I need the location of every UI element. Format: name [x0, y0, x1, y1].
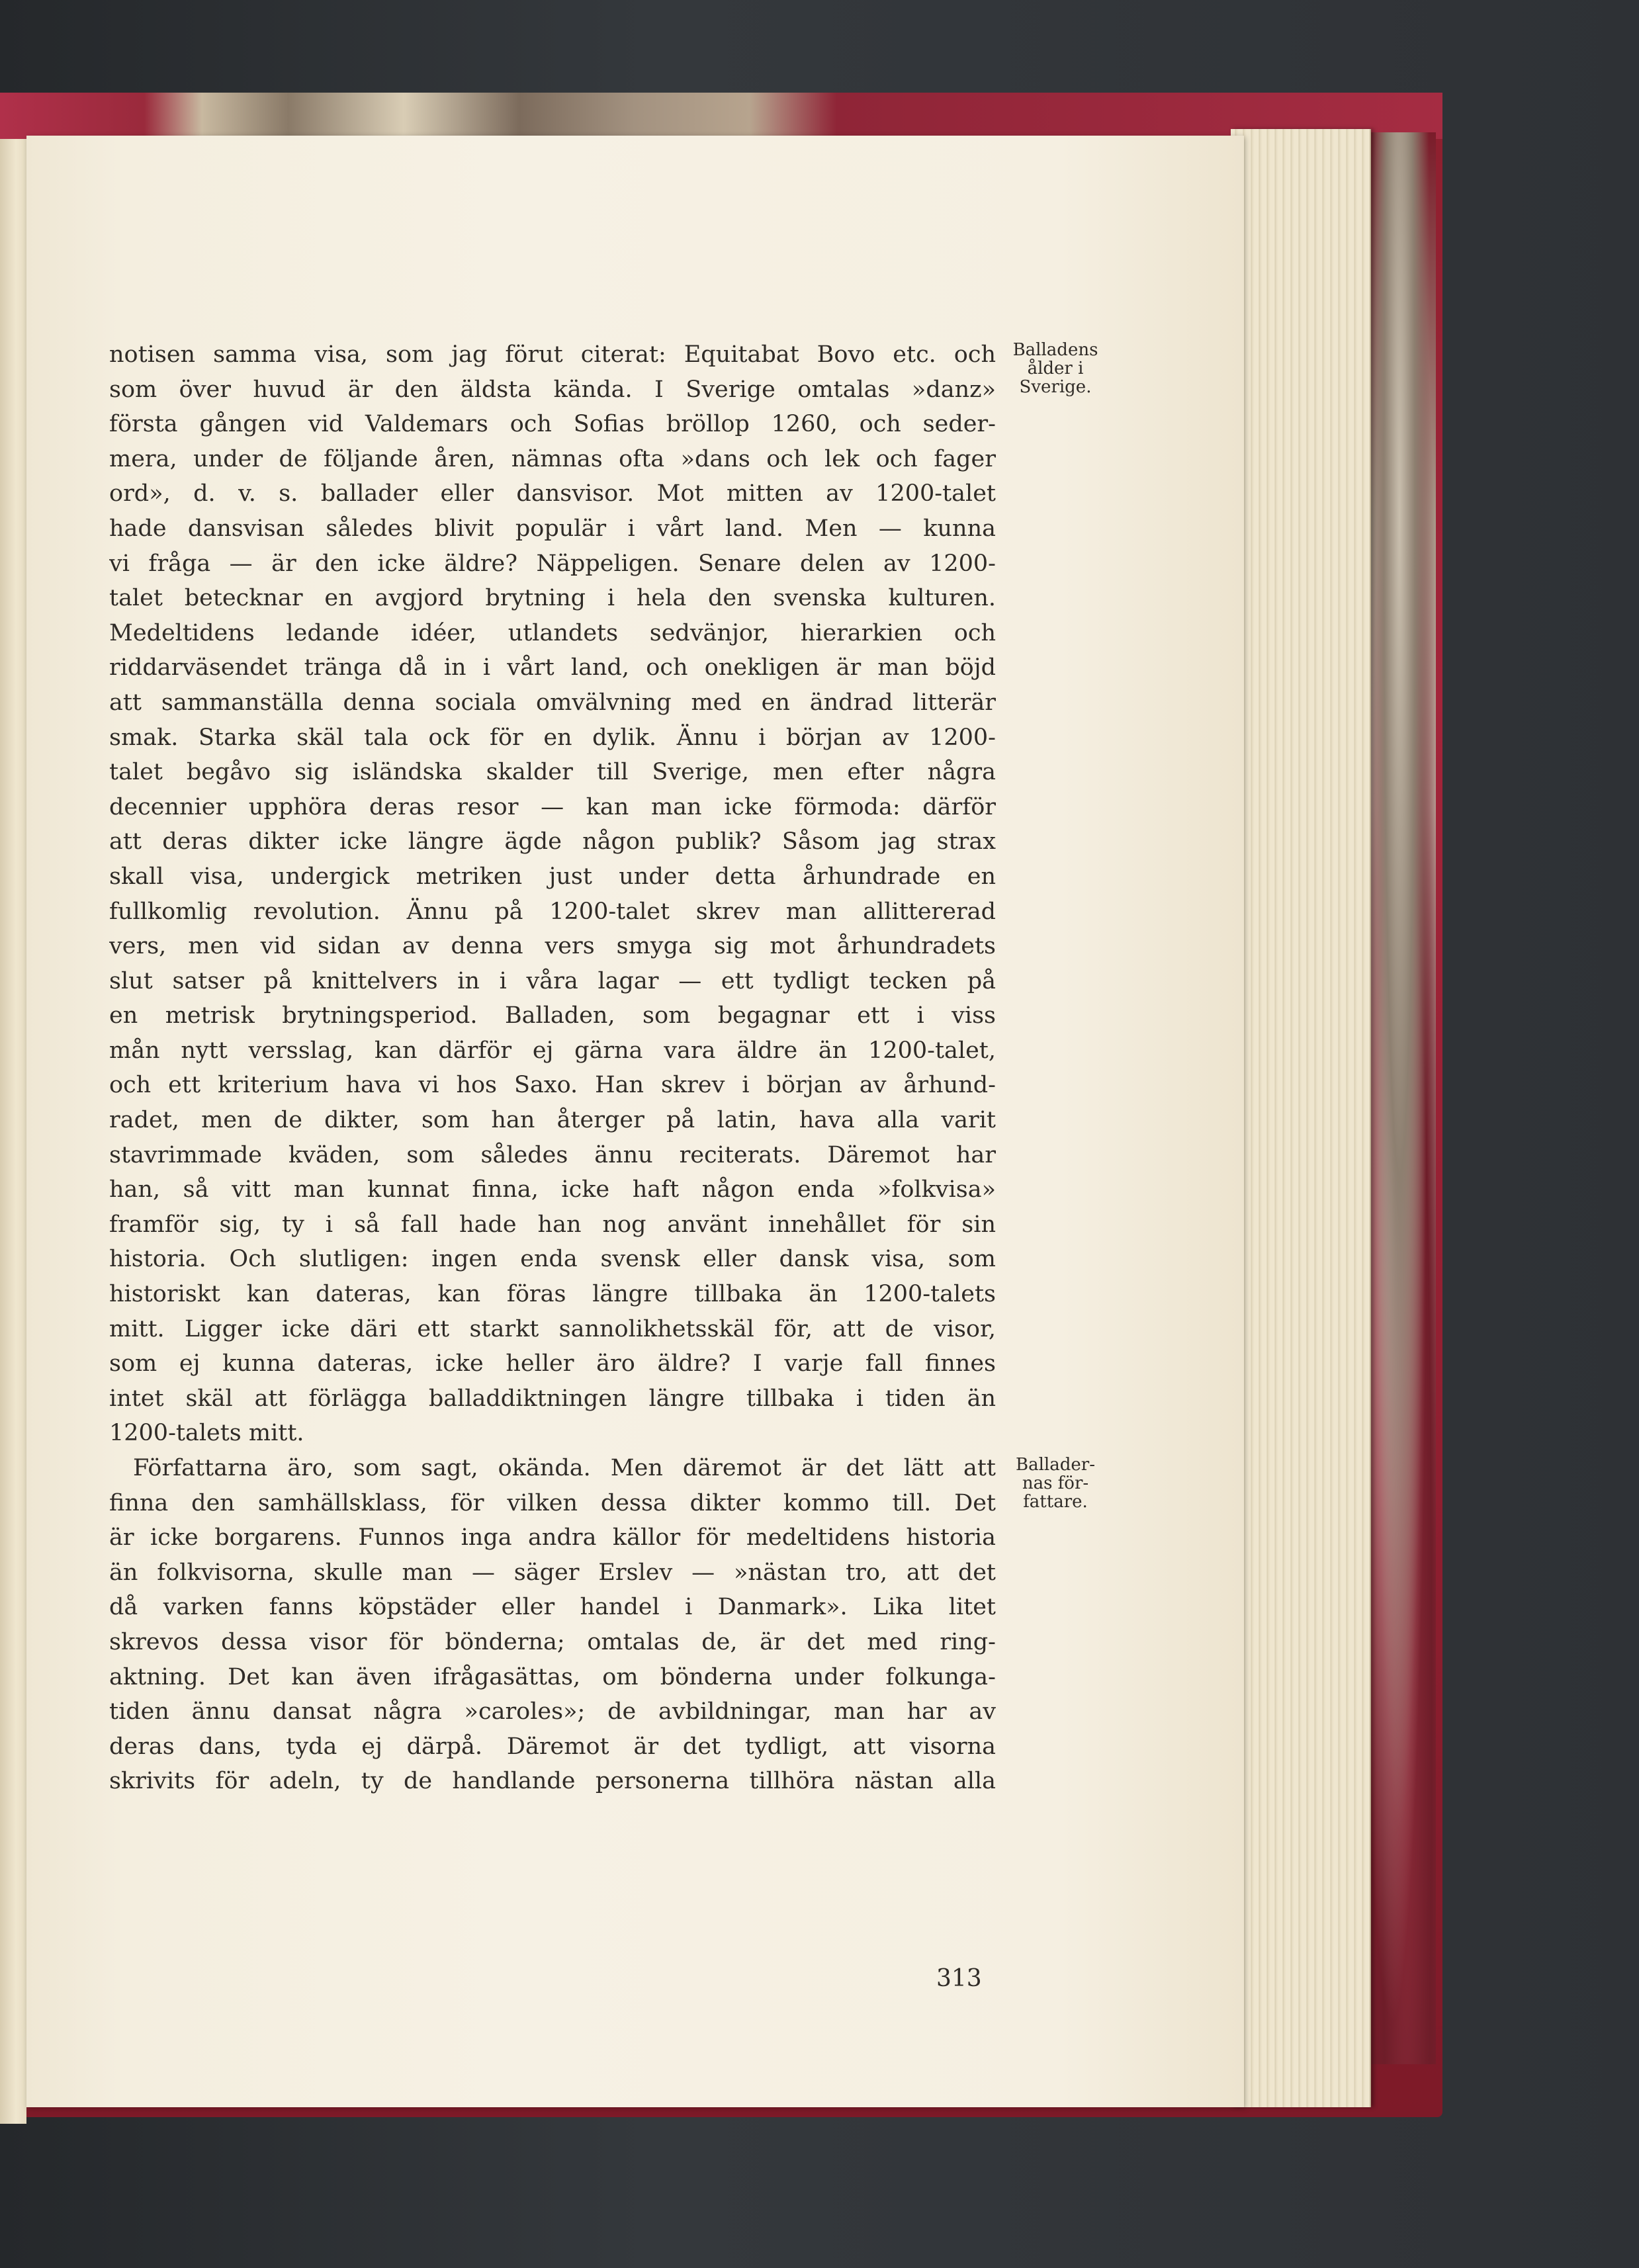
body-line: mån nytt versslag, kan därför ej gärna vara äldre än 1200-talet,: [109, 1037, 996, 1064]
page-number: 313: [936, 1965, 982, 1992]
margin-note-line: Sverige.: [1019, 377, 1092, 397]
body-line: hade dansvisan således blivit populär i vårt land. Men — kunna: [109, 515, 996, 542]
book-page: [26, 136, 1244, 2107]
body-line: han, så vitt man kunnat finna, icke haft någon enda »folkvisa»: [109, 1176, 996, 1203]
body-line: aktning. Det kan även ifrågasättas, om bönderna under folkunga-: [109, 1663, 996, 1690]
body-line: vers, men vid sidan av denna vers smyga sig mot århundradets: [109, 933, 996, 960]
body-line: skall visa, undergick metriken just under detta århundrade en: [109, 863, 996, 890]
body-line: som över huvud är den äldsta kända. I Sverige omtalas »danz»: [109, 376, 996, 403]
body-line: som ej kunna dateras, icke heller äro äldre? I varje fall finnes: [109, 1350, 996, 1377]
body-line: intet skäl att förlägga balladdiktningen längre tillbaka i tiden än: [109, 1385, 996, 1412]
body-line-paragraph-start: Författarna äro, som sagt, okända. Men däremot är det lätt att: [133, 1455, 996, 1481]
margin-note-line: Balladens: [1012, 340, 1098, 360]
body-line: radet, men de dikter, som han återger på latin, hava alla varit: [109, 1107, 996, 1134]
body-line: riddarväsendet tränga då in i vårt land, och onekligen är man böjd: [109, 654, 996, 681]
marbled-endpaper: [1363, 132, 1436, 2064]
body-line: finna den samhällsklass, för vilken dessa dikter kommo till. Det: [109, 1489, 996, 1516]
body-line: än folkvisorna, skulle man — säger Erslev — »nästan tro, att det: [109, 1559, 996, 1586]
body-line: fullkomlig revolution. Ännu på 1200-talet skrev man allittererad: [109, 898, 996, 925]
book-cover-top-edge: [0, 93, 1442, 139]
body-line: ord», d. v. s. ballader eller dansvisor. Mot mitten av 1200-talet: [109, 480, 996, 507]
body-text: [109, 337, 996, 1799]
body-line: Medeltidens ledande idéer, utlandets sedvänjor, hierarkien och: [109, 619, 996, 646]
body-line: vi fråga — är den icke äldre? Näppeligen. Senare delen av 1200-: [109, 550, 996, 577]
binding-strip: [0, 139, 26, 2124]
body-line: tiden ännu dansat några »caroles»; de avbildningar, man har av: [109, 1698, 996, 1725]
body-line: då varken fanns köpstäder eller handel i Danmark». Lika litet: [109, 1594, 996, 1621]
body-line: mitt. Ligger icke däri ett starkt sannolikhetsskäl för, att de visor,: [109, 1315, 996, 1342]
body-line-paragraph-end: 1200-talets mitt.: [109, 1420, 304, 1447]
body-line: mera, under de följande åren, nämnas ofta »dans och lek och fager: [109, 445, 996, 472]
body-line: slut satser på knittelvers in i våra lagar — ett tydligt tecken på: [109, 967, 996, 994]
body-line: stavrimmade kväden, som således ännu reciterats. Däremot har: [109, 1141, 996, 1168]
body-line: smak. Starka skäl tala ock för en dylik. Ännu i början av 1200-: [109, 724, 996, 751]
body-line: en metrisk brytningsperiod. Balladen, som begagnar ett i viss: [109, 1002, 996, 1029]
body-line: att deras dikter icke längre ägde någon publik? Såsom jag strax: [109, 828, 996, 855]
margin-note-ballad-authors: [989, 1456, 1122, 1511]
body-line: deras dans, tyda ej därpå. Däremot är det tydligt, att visorna: [109, 1733, 996, 1760]
body-line: talet begåvo sig isländska skalder till Sverige, men efter några: [109, 759, 996, 786]
page-edges-stack: [1231, 129, 1371, 2107]
body-line: talet betecknar en avgjord brytning i hela den svenska kulturen.: [109, 585, 996, 612]
body-line: decennier upphöra deras resor — kan man icke förmoda: därför: [109, 793, 996, 820]
margin-note-line: nas för-: [1022, 1473, 1089, 1493]
body-line: framför sig, ty i så fall hade han nog använt innehållet för sin: [109, 1211, 996, 1238]
margin-note-line: fattare.: [1023, 1492, 1088, 1512]
body-line: notisen samma visa, som jag förut citerat: Equitabat Bovo etc. och: [109, 341, 996, 368]
body-line: att sammanställa denna sociala omvälvning med en ändrad litterär: [109, 689, 996, 716]
body-line: är icke borgarens. Funnos inga andra källor för medeltidens historia: [109, 1524, 996, 1551]
margin-note-ballad-age: [989, 341, 1122, 396]
body-line: och ett kriterium hava vi hos Saxo. Han skrev i början av århund-: [109, 1072, 996, 1099]
margin-note-line: ålder i: [1027, 359, 1084, 378]
body-line: första gången vid Valdemars och Sofias bröllop 1260, och seder-: [109, 411, 996, 438]
body-line: historia. Och slutligen: ingen enda svensk eller dansk visa, som: [109, 1246, 996, 1273]
body-line: historiskt kan dateras, kan föras längre tillbaka än 1200-talets: [109, 1281, 996, 1308]
body-line: skrivits för adeln, ty de handlande personerna tillhöra nästan alla: [109, 1768, 996, 1795]
body-line: skrevos dessa visor för bönderna; omtalas de, är det med ring-: [109, 1628, 996, 1655]
margin-note-line: Ballader-: [1016, 1455, 1095, 1475]
